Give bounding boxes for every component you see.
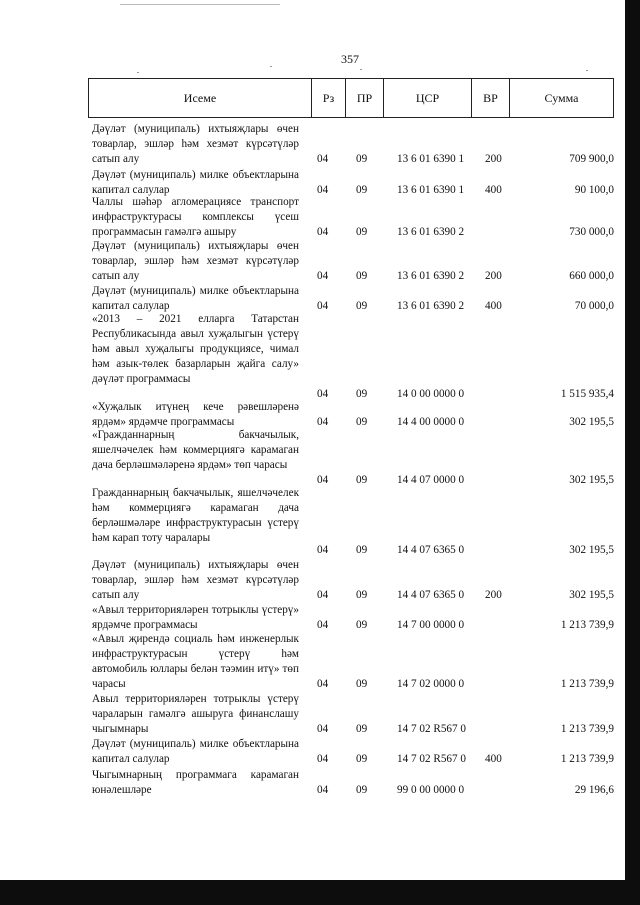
scan-right-border: [625, 0, 640, 905]
row-rz: 04: [317, 270, 329, 282]
row-name: Дәүләт (муниципаль) милке объектларына капитал салулар: [92, 285, 299, 312]
header-csr: ЦСР: [384, 79, 472, 117]
header-rz: Рз: [312, 79, 346, 117]
row-rz: 04: [317, 300, 329, 312]
table-header: [88, 78, 614, 118]
row-sum: 1 213 739,9: [560, 723, 614, 735]
row-csr: 13 6 01 6390 2: [397, 270, 465, 282]
row-sum: 709 900,0: [569, 153, 614, 165]
row-name: «Авыл җирендә социаль һәм инженерлык инфраструктурасын үстерү һәм автомобиль юллары белән тәэмин итү» төп чарасы: [92, 633, 299, 690]
row-vr: 400: [485, 300, 502, 312]
row-rz: 04: [317, 678, 329, 690]
row-pr: 09: [356, 723, 368, 735]
table-row: [92, 122, 614, 167]
scan-speck: [586, 70, 588, 71]
row-rz: 04: [317, 784, 329, 796]
row-sum: 1 213 739,9: [560, 678, 614, 690]
row-csr: 14 4 00 0000 0: [397, 416, 465, 428]
row-csr: 14 7 02 R567 0: [397, 753, 466, 765]
row-name: Дәүләт (муниципаль) милке объектларына капитал салулар: [92, 169, 299, 196]
row-sum: 70 000,0: [574, 300, 614, 312]
row-csr: 14 7 00 0000 0: [397, 619, 465, 631]
row-sum: 1 213 739,9: [560, 619, 614, 631]
row-csr: 99 0 00 0000 0: [397, 784, 465, 796]
row-name: «2013 – 2021 елларга Татарстан Республикасында авыл хуҗалыгын үстерү һәм авыл хуҗалыгы продукциясе, чимал һәм азык-төлек базарларын җайга салу» дәүләт программасы: [92, 313, 299, 385]
row-pr: 09: [356, 416, 368, 428]
row-pr: 09: [356, 388, 368, 400]
row-name: «Хуҗалык итүнең кече рәвешләренә ярдәм» ярдәмче программасы: [92, 401, 299, 428]
row-sum: 302 195,5: [569, 544, 614, 556]
header-sum: Сумма: [544, 91, 579, 105]
row-csr: 14 0 00 0000 0: [397, 388, 465, 400]
row-sum: 1 515 935,4: [560, 388, 614, 400]
row-rz: 04: [317, 723, 329, 735]
table-row: [92, 239, 614, 284]
row-pr: 09: [356, 184, 368, 196]
row-pr: 09: [356, 544, 368, 556]
row-rz: 04: [317, 474, 329, 486]
row-rz: 04: [317, 619, 329, 631]
row-rz: 04: [317, 753, 329, 765]
row-pr: 09: [356, 589, 368, 601]
row-name: Дәүләт (муниципаль) ихтыяҗлары өчен товарлар, эшләр һәм хезмәт күрсәтүләр сатып алу: [92, 559, 299, 601]
row-rz: 04: [317, 589, 329, 601]
table-row: [92, 737, 614, 767]
row-pr: 09: [356, 226, 368, 238]
row-rz: 04: [317, 226, 329, 238]
row-name: Авыл территорияләрен тотрыклы үстерү чараларын гамәлгә ашыруга финанслашу чыгымнары: [92, 693, 299, 735]
header-name: Исеме: [89, 79, 312, 117]
row-sum: 90 100,0: [574, 184, 614, 196]
table-row: [92, 486, 614, 558]
row-name: «Гражданнарның бакчачылык, яшелчәчелек һәм коммерциягә карамаган дача берләшмәләренә ярдәм» төп чарасы: [92, 429, 299, 471]
scan-bottom-border: [0, 880, 640, 905]
scan-speck: [137, 72, 139, 73]
row-pr: 09: [356, 619, 368, 631]
row-csr: 14 4 07 0000 0: [397, 474, 465, 486]
table-row: [92, 195, 614, 240]
row-sum: 302 195,5: [569, 474, 614, 486]
row-name: Чаллы шәһәр агломерациясе транспорт инфраструктурасы комплексы үсеш программасын гамәлгә ашыру: [92, 196, 299, 238]
row-pr: 09: [356, 753, 368, 765]
row-csr: 14 7 02 0000 0: [397, 678, 465, 690]
row-pr: 09: [356, 270, 368, 282]
table-row: [92, 284, 614, 314]
row-sum: 1 213 739,9: [560, 753, 614, 765]
row-csr: 14 7 02 R567 0: [397, 723, 466, 735]
row-pr: 09: [356, 474, 368, 486]
row-sum: 660 000,0: [569, 270, 614, 282]
row-name: Дәүләт (муниципаль) милке объектларына капитал салулар: [92, 738, 299, 765]
scan-speck: [360, 69, 362, 70]
row-rz: 04: [317, 388, 329, 400]
row-rz: 04: [317, 153, 329, 165]
row-sum: 730 000,0: [569, 226, 614, 238]
row-vr: 200: [485, 589, 502, 601]
row-csr: 13 6 01 6390 2: [397, 226, 465, 238]
row-name: Чыгымнарның программага карамаган юнәлешләре: [92, 769, 299, 796]
row-csr: 14 4 07 6365 0: [397, 589, 465, 601]
table-row: [92, 400, 614, 430]
scan-speck: [270, 66, 272, 67]
table-row: [92, 632, 614, 692]
row-name: Гражданнарның бакчачылык, яшелчәчелек һәм коммерциягә карамаган дача берләшмәләре инфраструктурасын үстерү һәм карап тоту чаралары: [92, 487, 299, 544]
header-pr: ПР: [346, 79, 384, 117]
row-sum: 302 195,5: [569, 416, 614, 428]
table-row: [92, 312, 614, 402]
row-sum: 302 195,5: [569, 589, 614, 601]
row-pr: 09: [356, 300, 368, 312]
table-row: [92, 692, 614, 737]
table-row: [92, 168, 614, 198]
row-name: Дәүләт (муниципаль) ихтыяҗлары өчен товарлар, эшләр һәм хезмәт күрсәтүләр сатып алу: [92, 123, 299, 165]
row-name: Дәүләт (муниципаль) ихтыяҗлары өчен товарлар, эшләр һәм хезмәт күрсәтүләр сатып алу: [92, 240, 299, 282]
row-pr: 09: [356, 784, 368, 796]
row-rz: 04: [317, 544, 329, 556]
table-row: [92, 768, 614, 798]
row-rz: 04: [317, 416, 329, 428]
row-csr: 13 6 01 6390 1: [397, 153, 465, 165]
row-sum: 29 196,6: [574, 784, 614, 796]
row-name: «Авыл территорияләрен тотрыклы үстерү» ярдәмче программасы: [92, 604, 299, 631]
page-number: 357: [341, 52, 359, 66]
scan-top-mark: [120, 4, 280, 5]
row-pr: 09: [356, 678, 368, 690]
table-row: [92, 428, 614, 488]
row-csr: 14 4 07 6365 0: [397, 544, 465, 556]
table-row: [92, 558, 614, 603]
row-rz: 04: [317, 184, 329, 196]
header-vr: ВР: [472, 79, 510, 117]
table-row: [92, 603, 614, 633]
row-csr: 13 6 01 6390 1: [397, 184, 465, 196]
row-pr: 09: [356, 153, 368, 165]
row-vr: 200: [485, 270, 502, 282]
row-vr: 400: [485, 753, 502, 765]
row-vr: 400: [485, 184, 502, 196]
row-csr: 13 6 01 6390 2: [397, 300, 465, 312]
row-vr: 200: [485, 153, 502, 165]
